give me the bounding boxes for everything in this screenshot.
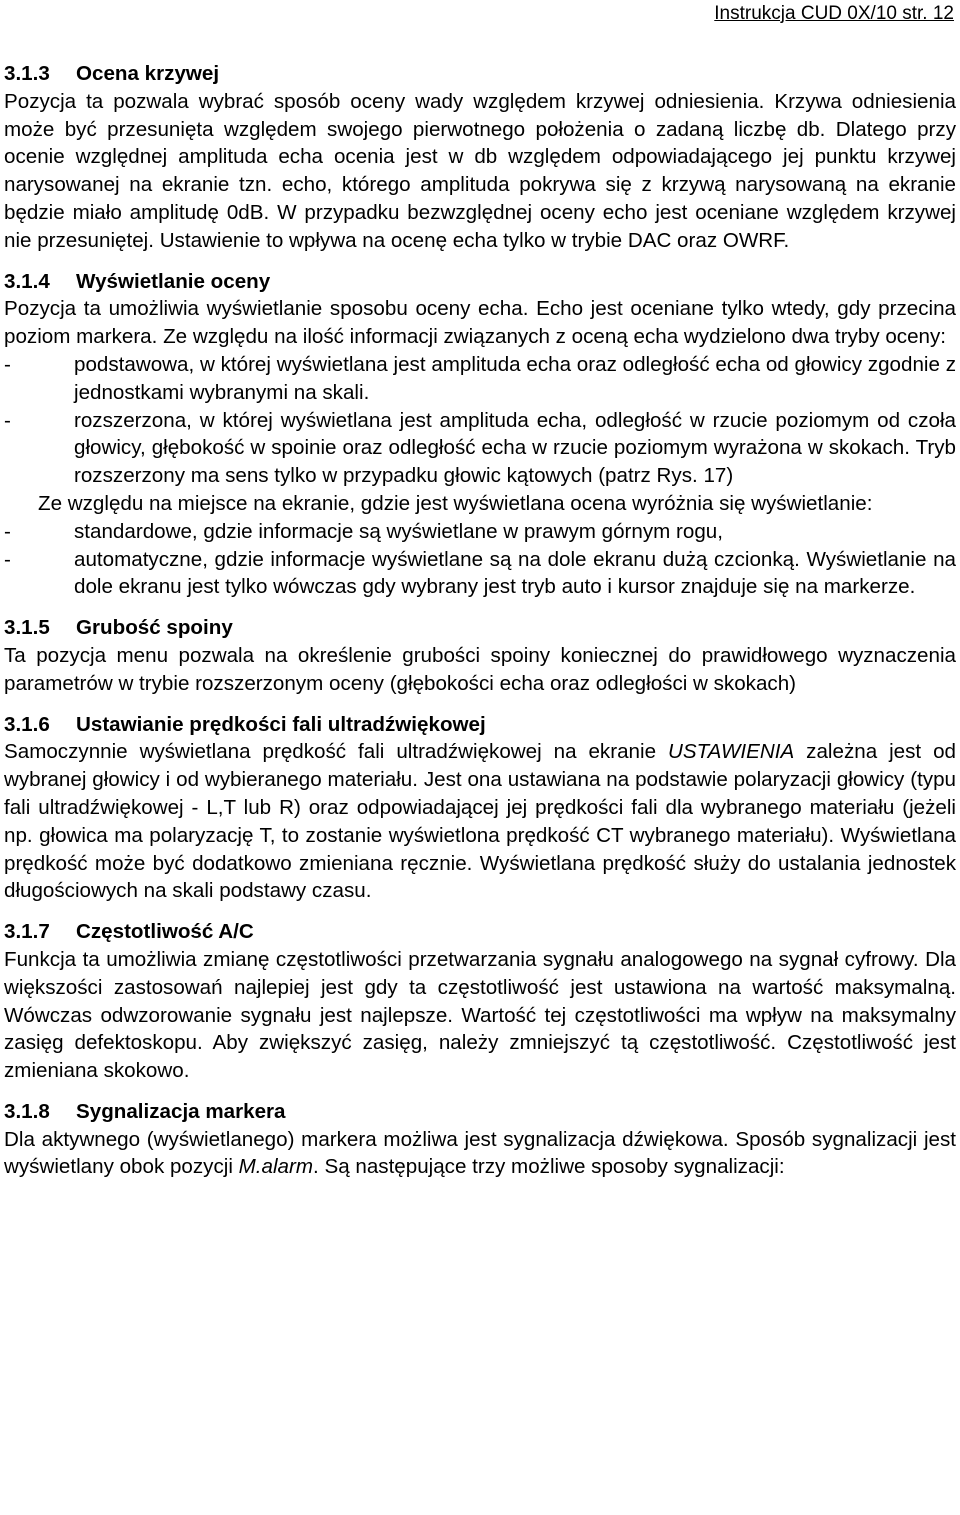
paragraph <box>4 738 956 905</box>
screen-name-emphasis: USTAWIENIA <box>667 740 795 764</box>
paragraph: Ta pozycja menu pozwala na określenie grubości spoiny koniecznej do prawidłowego wyznaczenia parametrów w trybie rozszerzonym oceny (głębokości echa oraz odległości w skokach) <box>4 643 956 695</box>
list-item <box>4 518 956 546</box>
section-number: 3.1.3 <box>4 62 50 85</box>
list-item-text: automatyczne, gdzie informacje wyświetlane są na dole ekranu dużą czcionką. Wyświetlanie na dole ekranu jest tylko wówczas gdy wybrany jest tryb auto i kursor znajduje się na markerze. <box>74 547 956 599</box>
section-heading <box>4 918 956 946</box>
paragraph: Pozycja ta pozwala wybrać sposób oceny wady względem krzywej odniesienia. Krzywa odniesienia może być przesunięta względem swojego pierwotnego położenia o zadaną liczbę db. Dlatego przy ocenie względnej amplituda echa ocenia jest w db względem odpowiadającego jej punktu krzywej narysowanej na ekranie tzn. echo, którego amplituda pokrywa się z krzywą narysowaną na ekranie będzie miało amplitudę 0dB. W przypadku bezwzględnej oceny echo jest oceniane względem krzywej nie przesuniętej. Ustawienie to wpływa na ocenę echa tylko w trybie DAC oraz OWRF. <box>4 89 956 252</box>
section-title: Ustawianie prędkości fali ultradźwiękowej <box>76 712 486 736</box>
section-title: Wyświetlanie oceny <box>76 269 271 293</box>
section-heading <box>4 60 956 88</box>
section-heading <box>4 711 956 739</box>
section-title: Sygnalizacja markera <box>76 1099 286 1123</box>
document-body <box>4 60 956 1194</box>
list-item <box>4 351 956 407</box>
paragraph-text: Samoczynnie wyświetlana prędkość fali ultradźwiękowej na ekranie <box>4 740 668 764</box>
paragraph-text: . Są następujące trzy możliwe sposoby sygnalizacji: <box>313 1155 785 1179</box>
section-heading <box>4 268 956 296</box>
section-title: Grubość spoiny <box>76 616 233 640</box>
section-number: 3.1.7 <box>4 920 50 944</box>
list-item-text: podstawowa, w której wyświetlana jest amplituda echa oraz odległość echa od głowicy zgodnie z jednostkami wybranymi na skali. <box>74 352 956 404</box>
paragraph-text: Dla aktywnego (wyświetlanego) markera możliwa jest sygnalizacja dźwiękowa. Sposób sygnalizacji jest wyświetlany obok pozycji <box>4 1127 956 1179</box>
list-dash: - <box>4 352 11 376</box>
section-heading <box>4 1098 956 1126</box>
list-dash: - <box>4 519 11 543</box>
paragraph: Funkcja ta umożliwia zmianę częstotliwości przetwarzania sygnału analogowego na sygnał cyfrowy. Dla większości zastosowań najlepiej jest gdy ta częstotliwość jest ustawiona na wartość maksymalną. Wówczas odwzorowanie sygnału jest najlepsze. Wartość tej częstotliwości ma wpływ na maksymalny zasięg defektoskopu. Aby zwiększyć zasięg, należy zmniejszyć tą częstotliwość. Częstotliwość jest zmieniana skokowo. <box>4 947 956 1083</box>
paragraph: Pozycja ta umożliwia wyświetlanie sposobu oceny echa. Echo jest oceniane tylko wtedy, gdy przecina poziom markera. Ze względu na ilość informacji związanych z oceną echa wydzielono dwa tryby oceny: <box>4 297 956 349</box>
section-3-1-6 <box>4 711 956 906</box>
section-heading <box>4 614 956 642</box>
list-dash: - <box>4 547 11 571</box>
list-item <box>4 407 956 490</box>
list-item-text: rozszerzona, w której wyświetlana jest amplituda echa, odległość w rzucie poziomym od czoła głowicy, głębokość w spoinie oraz odległość echa w rzucie poziomym wyrażona w skokach. Tryb rozszerzony ma sens tylko w przypadku głowic kątowych (patrz Rys. 17) <box>74 408 956 488</box>
paragraph-text: zależna jest od wybranej głowicy i od wybieranego materiału. Jest ona ustawiana na podstawie polaryzacji głowicy (typu fali ultradźwiękowej - L,T lub R) oraz odpowiadającej jej prędkości fali dla wybranego materiału (jeżeli np. głowica ma polaryzację T, to zostanie wyświetlona prędkość CT wybranego materiału). Wyświetlana prędkość może być dodatkowo zmieniana ręcznie. Wyświetlana prędkość służy do ustalania jednostek długościowych na skali podstawy czasu. <box>4 740 956 903</box>
section-number: 3.1.4 <box>4 269 50 293</box>
section-3-1-5 <box>4 614 956 697</box>
list-dash: - <box>4 408 11 432</box>
section-3-1-8 <box>4 1098 956 1181</box>
section-number: 3.1.8 <box>4 1099 50 1123</box>
section-3-1-3 <box>4 60 956 255</box>
section-number: 3.1.6 <box>4 712 50 736</box>
list-item-text: standardowe, gdzie informacje są wyświetlane w prawym górnym rogu, <box>74 519 723 543</box>
section-title: Ocena krzywej <box>76 62 220 85</box>
section-3-1-4 <box>4 268 956 602</box>
page-header: Instrukcja CUD 0X/10 str. 12 <box>714 3 954 24</box>
section-number: 3.1.5 <box>4 616 50 640</box>
section-3-1-7 <box>4 918 956 1085</box>
list-item <box>4 546 956 602</box>
paragraph: Ze względu na miejsce na ekranie, gdzie jest wyświetlana ocena wyróżnia się wyświetlanie: <box>38 491 873 515</box>
paragraph <box>4 1126 956 1182</box>
section-title: Częstotliwość A/C <box>76 920 254 944</box>
menu-item-emphasis: M.alarm <box>238 1155 314 1179</box>
